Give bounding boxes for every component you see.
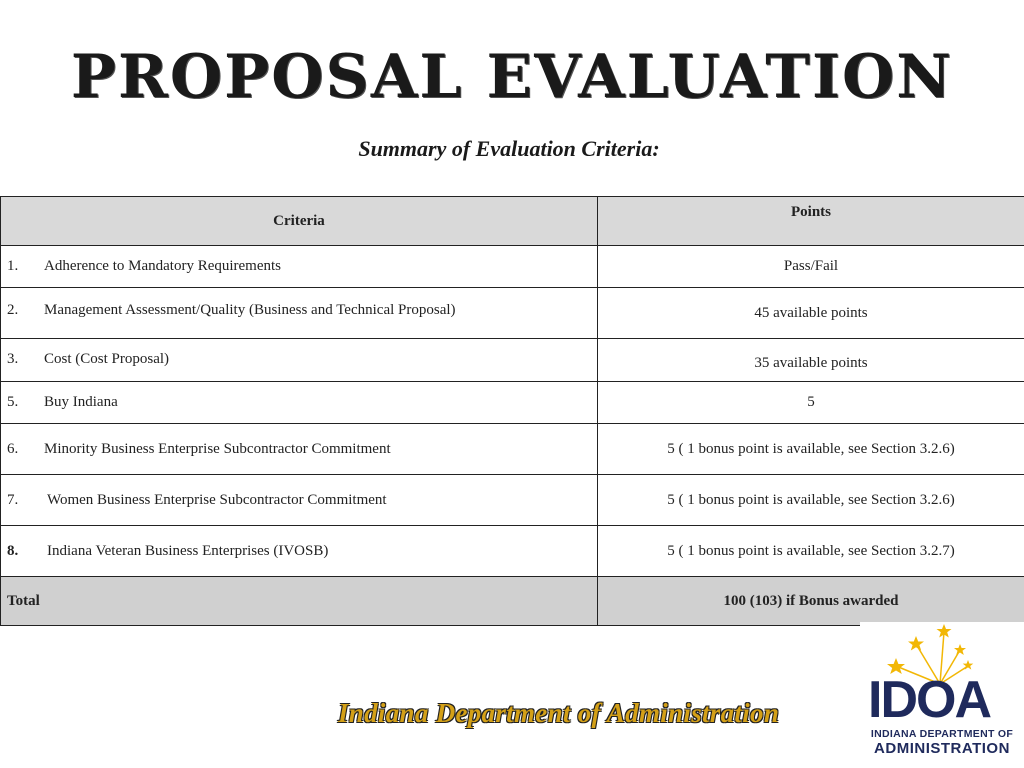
row-points: 35 available points <box>598 339 1024 382</box>
logo-mark: IDOA <box>868 671 990 729</box>
row-number: 1. <box>7 258 19 274</box>
row-criteria: Adherence to Mandatory Requirements <box>44 258 282 274</box>
row-points: 5 ( 1 bonus point is available, see Section 3.2.6) <box>598 424 1024 475</box>
table-row <box>1 382 1024 424</box>
points-column-header: Points <box>598 197 1024 246</box>
row-points: 5 <box>598 382 1024 424</box>
table-row <box>1 475 1024 526</box>
row-number: 3. <box>7 351 19 367</box>
table-row <box>1 526 1024 577</box>
page-title: PROPOSAL EVALUATION <box>70 42 954 112</box>
row-criteria: Women Business Enterprise Subcontractor Commitment <box>47 491 387 508</box>
table-row <box>1 246 1024 288</box>
row-criteria: Cost (Cost Proposal) <box>44 351 170 367</box>
row-number: 5. <box>7 394 19 410</box>
table-header-row <box>1 197 1024 246</box>
row-points: 5 ( 1 bonus point is available, see Section 3.2.6) <box>598 475 1024 526</box>
row-criteria: Indiana Veteran Business Enterprises (IVOSB) <box>47 542 329 559</box>
logo-line-1: INDIANA DEPARTMENT OF <box>870 728 1014 740</box>
table-row <box>1 424 1024 475</box>
row-criteria: Management Assessment/Quality (Business and Technical Proposal) <box>44 302 456 318</box>
row-number: 8. <box>7 542 19 559</box>
logo-line-2: ADMINISTRATION <box>874 740 1010 757</box>
total-points: 100 (103) if Bonus awarded <box>598 577 1024 626</box>
table-row <box>1 288 1024 339</box>
criteria-table <box>0 196 1024 626</box>
row-points: 5 ( 1 bonus point is available, see Section 3.2.7) <box>598 526 1024 577</box>
criteria-column-header: Criteria <box>1 197 598 246</box>
row-criteria: Buy Indiana <box>44 394 118 410</box>
row-criteria: Minority Business Enterprise Subcontractor Commitment <box>44 440 391 457</box>
total-label: Total <box>1 577 598 626</box>
total-row <box>1 577 1024 626</box>
row-number: 2. <box>7 302 19 318</box>
footer-agency-name: Indiana Department of Administration <box>338 698 780 728</box>
page-subtitle: Summary of Evaluation Criteria: <box>358 136 660 161</box>
row-points: Pass/Fail <box>598 246 1024 288</box>
idoa-logo <box>860 622 1024 762</box>
row-number: 7. <box>7 491 19 508</box>
row-number: 6. <box>7 440 19 457</box>
row-points: 45 available points <box>598 288 1024 339</box>
table-row <box>1 339 1024 382</box>
